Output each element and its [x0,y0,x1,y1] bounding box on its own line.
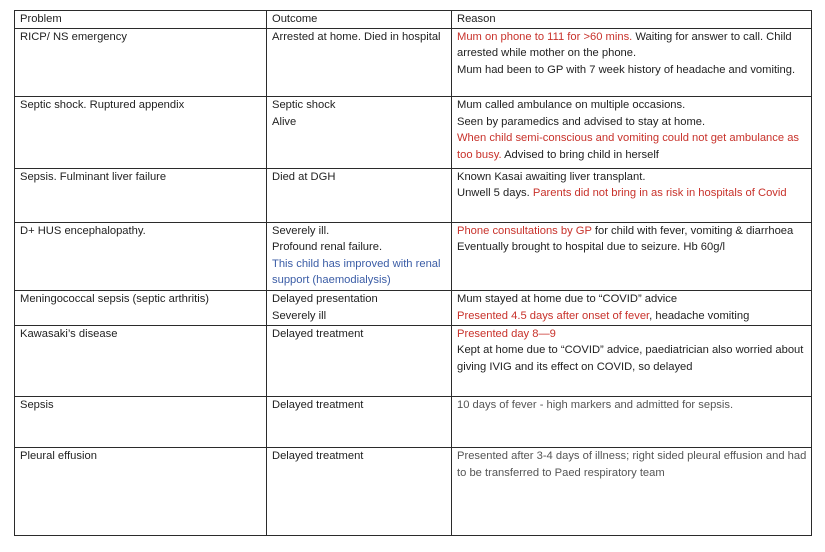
outcome-text: Septic shock [272,99,336,112]
reason-text: Phone consultations by GP [457,224,592,237]
reason-text: Kept at home due to “COVID” advice, paediatrician also worried about giving IVIG and its effect on COVID, so delayed [457,344,804,373]
header-reason: Reason [452,11,812,29]
reason-cell [452,97,812,168]
problem-cell: D+ HUS encephalopathy. [15,222,267,290]
problem-cell: Septic shock. Ruptured appendix [15,97,267,168]
reason-text: Unwell 5 days. [457,187,530,200]
outcome-cell [267,397,452,448]
reason-cell [452,222,812,290]
reason-text: Known Kasai awaiting liver transplant. [457,170,646,183]
reason-cell [452,168,812,222]
outcome-text: Delayed treatment [272,327,364,340]
outcome-cell [267,448,452,536]
outcome-cell [267,291,452,326]
reason-text: Parents did not bring in as risk in hospitals of Covid [529,187,787,200]
outcome-cell [267,168,452,222]
problem-cell: RICP/ NS emergency [15,28,267,96]
reason-cell [452,28,812,96]
reason-text: Mum called ambulance on multiple occasions. [457,99,686,112]
table-row [15,28,812,96]
reason-text: Mum had been to GP with 7 week history of headache and vomiting. [457,63,796,76]
reason-text: Seen by paramedics and advised to stay at home. [457,115,706,128]
header-problem: Problem [15,11,267,29]
problem-cell: Meningococcal sepsis (septic arthritis) [15,291,267,326]
reason-cell [452,291,812,326]
table-row [15,168,812,222]
reason-text: When child semi-conscious and vomiting could not get ambulance as too busy. [457,132,800,161]
outcome-cell [267,325,452,396]
outcome-text: Delayed treatment [272,450,364,463]
table-row [15,291,812,326]
outcome-text: Severely ill [272,309,327,322]
reason-text: Presented day 8—9 [457,327,556,340]
outcome-text: Delayed treatment [272,399,364,412]
reason-cell [452,397,812,448]
table-row [15,397,812,448]
reason-text: 10 days of fever - high markers and admitted for sepsis. [457,399,734,412]
reason-text: Eventually brought to hospital due to seizure. Hb 60g/l [457,241,726,254]
reason-text: Waiting for answer to call. Child arrested while mother on the phone. [457,30,792,60]
outcome-text: Delayed presentation [272,293,378,306]
reason-text: , headache vomiting [649,309,750,322]
outcome-text: Severely ill. [272,224,330,237]
outcome-text: Died at DGH [272,170,336,183]
problem-cell: Sepsis. Fulminant liver failure [15,168,267,222]
problem-cell: Sepsis [15,397,267,448]
outcome-cell [267,222,452,290]
outcome-text: Arrested at home. Died in hospital [272,30,441,43]
reason-text: for child with fever, vomiting & diarrhoea [591,224,794,237]
header-outcome: Outcome [267,11,452,29]
outcomes-table [14,10,812,536]
reason-text: Advised to bring child in herself [501,148,659,161]
table-row [15,325,812,396]
outcome-cell [267,28,452,96]
header-row [15,11,812,29]
outcome-cell [267,97,452,168]
reason-text: Mum on phone to 111 for >60 mins. [457,30,633,43]
outcome-text: This child has improved with renal support (haemodialysis) [272,257,441,287]
table-row [15,448,812,536]
reason-text: Mum stayed at home due to “COVID” advice [457,293,678,306]
problem-cell: Kawasaki’s disease [15,325,267,396]
reason-text: Presented after 3-4 days of illness; right sided pleural effusion and had to be transferred to Paed respiratory team [457,450,807,479]
reason-cell [452,448,812,536]
table-row [15,222,812,290]
reason-text: Presented 4.5 days after onset of fever [457,309,650,322]
table-body [15,28,812,535]
outcome-text: Alive [272,115,297,128]
problem-cell: Pleural effusion [15,448,267,536]
outcome-text: Profound renal failure. [272,241,383,254]
reason-cell [452,325,812,396]
table-row [15,97,812,168]
